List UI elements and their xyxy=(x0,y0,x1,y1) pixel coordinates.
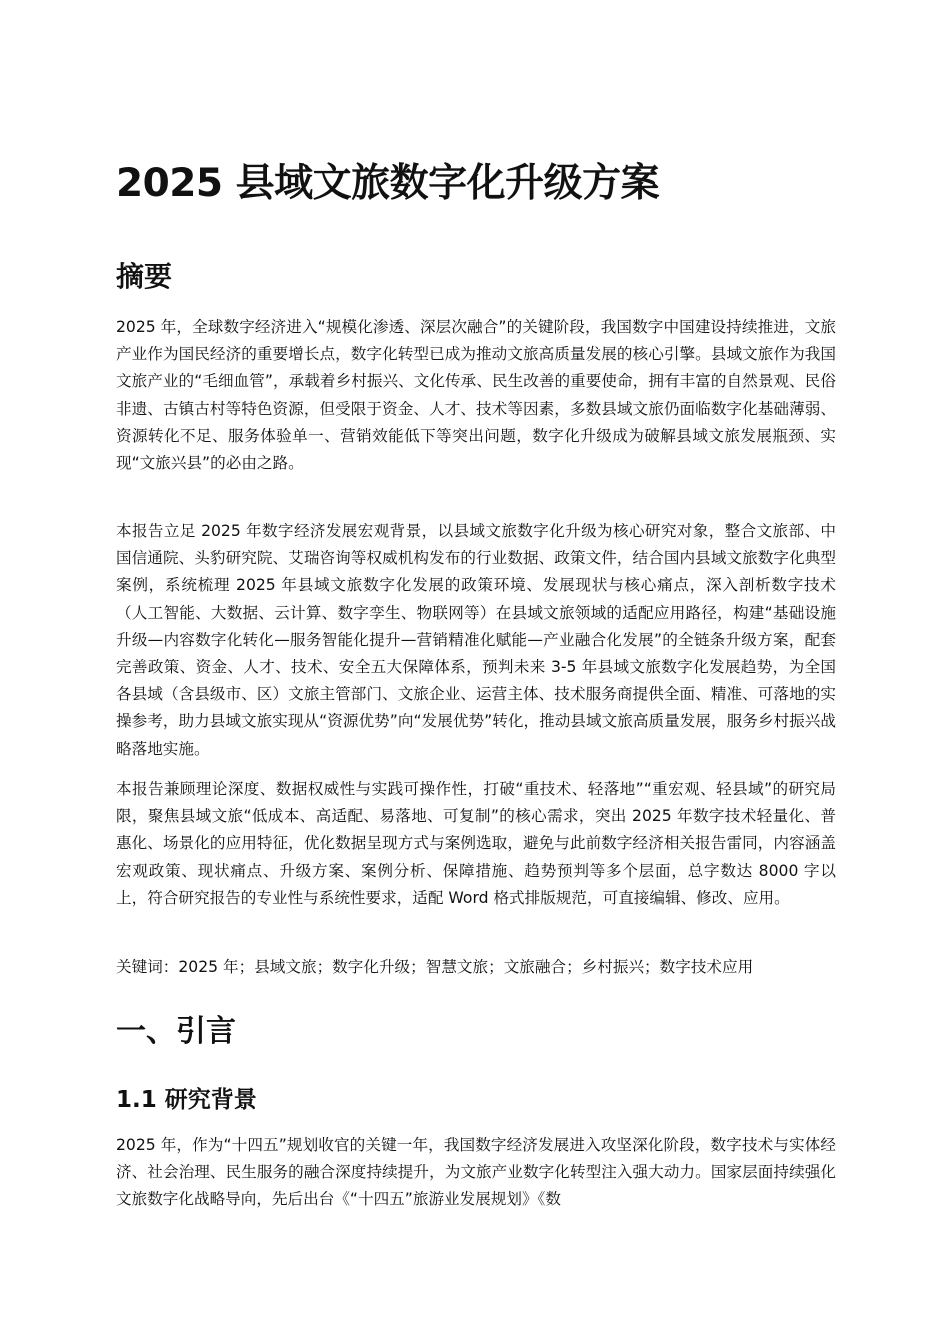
document-title: 2025 县域文旅数字化升级方案 xyxy=(116,161,660,206)
background-paragraph: 2025 年，作为“十四五”规划收官的关键一年，我国数字经济发展进入攻坚深化阶段，数字技术与实体经济、社会治理、民生服务的融合深度持续提升，为文旅产业数字化转型注入强大动力。国家层面持续强化文旅数字化战略导向，先后出台《“十四五”旅游业发展规划》《数 xyxy=(116,1136,836,1209)
keywords-line: 关键词：2025 年；县域文旅；数字化升级；智慧文旅；文旅融合；乡村振兴；数字技术应用 xyxy=(116,958,754,976)
section-1-heading: 一、引言 xyxy=(116,1014,236,1049)
abstract-paragraph-3: 本报告兼顾理论深度、数据权威性与实践可操作性，打破“重技术、轻落地”“重宏观、轻县域”的研究局限，聚焦县域文旅“低成本、高适配、易落地、可复制”的核心需求，突出 2025 年数字技术轻量化、普惠化、场景化的应用特征，优化数据呈现方式与案例选取，避免与此前数字经济相关报告雷同，内容涵盖宏观政策、现状痛点、升级方案、案例分析、保障措施、趋势预判等多个层面，总字数达 8000 字以上，符合研究报告的专业性与系统性要求，适配 Word 格式排版规范，可直接编辑、修改、应用。 xyxy=(116,780,836,907)
abstract-paragraph-1: 2025 年，全球数字经济进入“规模化渗透、深层次融合”的关键阶段，我国数字中国建设持续推进，文旅产业作为国民经济的重要增长点，数字化转型已成为推动文旅高质量发展的核心引擎。县域文旅作为我国文旅产业的“毛细血管”，承载着乡村振兴、文化传承、民生改善的重要使命，拥有丰富的自然景观、民俗非遗、古镇古村等特色资源，但受限于资金、人才、技术等因素，多数县域文旅仍面临数字化基础薄弱、资源转化不足、服务体验单一、营销效能低下等突出问题，数字化升级成为破解县域文旅发展瓶颈、实现“文旅兴县”的必由之路。 xyxy=(116,318,836,473)
abstract-heading: 摘要 xyxy=(116,260,173,293)
abstract-paragraph-2: 本报告立足 2025 年数字经济发展宏观背景，以县域文旅数字化升级为核心研究对象，整合文旅部、中国信通院、头豹研究院、艾瑞咨询等权威机构发布的行业数据、政策文件，结合国内县域文旅数字化典型案例，系统梳理 2025 年县域文旅数字化发展的政策环境、发展现状与核心痛点，深入剖析数字技术（人工智能、大数据、云计算、数字孪生、物联网等）在县域文旅领域的适配应用路径，构建“基础设施升级—内容数字化转化—服务智能化提升—营销精准化赋能—产业融合化发展”的全链条升级方案，配套完善政策、资金、人才、技术、安全五大保障体系，预判未来 3-5 年县域文旅数字化发展趋势，为全国各县域（含县级市、区）文旅主管部门、文旅企业、运营主体、技术服务商提供全面、精准、可落地的实操参考，助力县域文旅实现从“资源优势”向“发展优势”转化，推动县域文旅高质量发展，服务乡村振兴战略落地实施。 xyxy=(116,522,836,758)
subsection-1-1-heading: 1.1 研究背景 xyxy=(116,1087,257,1113)
